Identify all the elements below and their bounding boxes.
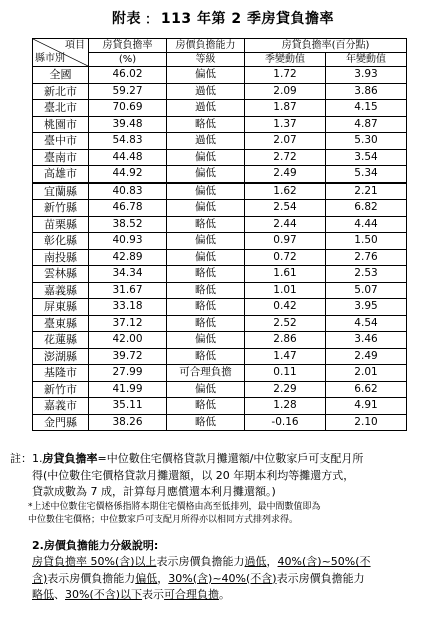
corner-item-label: 項目: [65, 40, 85, 51]
region-cell: 新竹縣: [33, 200, 89, 217]
region-cell: 臺中市: [33, 133, 89, 150]
yoy-cell: 6.82: [326, 200, 407, 217]
level-cell: 偏低: [167, 166, 245, 183]
qoq-cell: 1.87: [245, 100, 326, 117]
level-cell: 過低: [167, 83, 245, 100]
region-cell: 桃園市: [33, 116, 89, 133]
level-cell: 偏低: [167, 381, 245, 398]
header-ratio-unit: (%): [89, 53, 167, 67]
yoy-cell: 5.07: [326, 282, 407, 299]
yoy-cell: 2.53: [326, 266, 407, 283]
level-cell: 偏低: [167, 149, 245, 166]
table-row: [33, 282, 407, 299]
region-cell: 嘉義市: [33, 398, 89, 415]
qoq-cell: 1.01: [245, 282, 326, 299]
ratio-cell: 44.92: [89, 166, 167, 183]
qoq-cell: 1.72: [245, 67, 326, 84]
qoq-cell: 2.29: [245, 381, 326, 398]
header-qoq: 季變動值: [245, 53, 326, 67]
header-ability-sub: 等級: [167, 53, 245, 67]
ratio-cell: 54.83: [89, 133, 167, 150]
qoq-cell: 2.52: [245, 315, 326, 332]
header-yoy: 年變動值: [326, 53, 407, 67]
region-cell: 基隆市: [33, 365, 89, 382]
table-row: [33, 149, 407, 166]
level-cell: 偏低: [167, 67, 245, 84]
level-cell: 略低: [167, 216, 245, 233]
yoy-cell: 3.95: [326, 299, 407, 316]
qoq-cell: 0.97: [245, 233, 326, 250]
table-row: [33, 398, 407, 415]
region-cell: 花蓮縣: [33, 332, 89, 349]
note-1-line3: 貸款成數為 7 成，計算每月應償還本利月攤還額。): [32, 485, 276, 498]
table-row: [33, 233, 407, 250]
yoy-cell: 2.10: [326, 414, 407, 431]
region-cell: 新竹市: [33, 381, 89, 398]
table-row: [33, 183, 407, 200]
yoy-cell: 5.30: [326, 133, 407, 150]
ratio-cell: 34.34: [89, 266, 167, 283]
table-row: [33, 216, 407, 233]
ratio-cell: 35.11: [89, 398, 167, 415]
ratio-cell: 40.83: [89, 183, 167, 200]
ratio-cell: 37.12: [89, 315, 167, 332]
yoy-cell: 4.91: [326, 398, 407, 415]
region-cell: 苗栗縣: [33, 216, 89, 233]
qoq-cell: 2.86: [245, 332, 326, 349]
ratio-cell: 33.18: [89, 299, 167, 316]
qoq-cell: -0.16: [245, 414, 326, 431]
table-row: [33, 100, 407, 117]
ratio-cell: 39.72: [89, 348, 167, 365]
ratio-cell: 59.27: [89, 83, 167, 100]
qoq-cell: 0.72: [245, 249, 326, 266]
table-row: [33, 83, 407, 100]
note-2-line2: 含)表示房價負擔能力偏低，30%(含)~40%(不含)表示房價負擔能力: [32, 571, 365, 585]
yoy-cell: 3.93: [326, 67, 407, 84]
yoy-cell: 3.54: [326, 149, 407, 166]
page-title: 附表﹕ 113 年第 2 季房貸負擔率: [112, 11, 334, 27]
corner-header: [33, 39, 89, 67]
yoy-cell: 5.34: [326, 166, 407, 183]
yoy-cell: 2.21: [326, 183, 407, 200]
region-cell: 高雄市: [33, 166, 89, 183]
qoq-cell: 2.09: [245, 83, 326, 100]
ratio-cell: 44.48: [89, 149, 167, 166]
table-row: [33, 116, 407, 133]
level-cell: 略低: [167, 398, 245, 415]
region-cell: 南投縣: [33, 249, 89, 266]
header-ability: 房價負擔能力: [167, 39, 245, 53]
qoq-cell: 0.11: [245, 365, 326, 382]
region-cell: 彰化縣: [33, 233, 89, 250]
ratio-cell: 42.00: [89, 332, 167, 349]
table-row: [33, 381, 407, 398]
qoq-cell: 2.49: [245, 166, 326, 183]
table-row: [33, 315, 407, 332]
corner-region-label: 縣市別: [35, 53, 65, 64]
ratio-cell: 38.52: [89, 216, 167, 233]
region-cell: 臺東縣: [33, 315, 89, 332]
region-cell: 宜蘭縣: [33, 183, 89, 200]
level-cell: 偏低: [167, 183, 245, 200]
qoq-cell: 2.54: [245, 200, 326, 217]
qoq-cell: 1.28: [245, 398, 326, 415]
yoy-cell: 1.50: [326, 233, 407, 250]
table-row: [33, 414, 407, 431]
yoy-cell: 3.46: [326, 332, 407, 349]
table-row: [33, 166, 407, 183]
level-cell: 偏低: [167, 332, 245, 349]
table-row: [33, 299, 407, 316]
table-row: [33, 200, 407, 217]
level-cell: 略低: [167, 266, 245, 283]
yoy-cell: 4.15: [326, 100, 407, 117]
qoq-cell: 1.62: [245, 183, 326, 200]
region-cell: 澎湖縣: [33, 348, 89, 365]
region-cell: 雲林縣: [33, 266, 89, 283]
level-cell: 略低: [167, 414, 245, 431]
level-cell: 過低: [167, 133, 245, 150]
table-row: [33, 266, 407, 283]
region-cell: 金門縣: [33, 414, 89, 431]
note-1-line2: 得(中位數住宅價格貸款月攤還額，以 20 年期本利均等攤還方式，: [32, 468, 355, 482]
level-cell: 略低: [167, 116, 245, 133]
note-1-footnote-1: *上述中位數住宅價格係指將本期住宅價格由高至低排列，最中間數值即為: [28, 501, 321, 512]
header-ratio: 房貸負擔率: [89, 39, 167, 53]
region-cell: 新北市: [33, 83, 89, 100]
yoy-cell: 4.44: [326, 216, 407, 233]
table-row: [33, 348, 407, 365]
table-row: [33, 133, 407, 150]
yoy-cell: 3.86: [326, 83, 407, 100]
ratio-cell: 46.78: [89, 200, 167, 217]
yoy-cell: 2.01: [326, 365, 407, 382]
ratio-cell: 38.26: [89, 414, 167, 431]
housing-loan-burden-table: [32, 38, 407, 431]
level-cell: 略低: [167, 282, 245, 299]
note-2-title: 2.房價負擔能力分級說明:: [32, 538, 159, 552]
ratio-cell: 41.99: [89, 381, 167, 398]
ratio-cell: 31.67: [89, 282, 167, 299]
level-cell: 略低: [167, 315, 245, 332]
region-cell: 臺北市: [33, 100, 89, 117]
note-1-footnote-2: 中位數住宅價格；中位數家戶可支配月所得亦以相同方式排列求得。: [28, 515, 299, 525]
yoy-cell: 4.54: [326, 315, 407, 332]
qoq-cell: 2.72: [245, 149, 326, 166]
qoq-cell: 2.07: [245, 133, 326, 150]
ratio-cell: 39.48: [89, 116, 167, 133]
ratio-cell: 46.02: [89, 67, 167, 84]
level-cell: 過低: [167, 100, 245, 117]
level-cell: 偏低: [167, 233, 245, 250]
yoy-cell: 2.76: [326, 249, 407, 266]
note-1: 註：1.房貸負擔率=中位數住宅價格貸款月攤還額/中位數家戶可支配月所: [10, 452, 364, 465]
ratio-cell: 27.99: [89, 365, 167, 382]
yoy-cell: 4.87: [326, 116, 407, 133]
ratio-cell: 70.69: [89, 100, 167, 117]
ratio-cell: 40.93: [89, 233, 167, 250]
level-cell: 略低: [167, 299, 245, 316]
note-2-line3: 略低、30%(不含)以下表示可合理負擔。: [32, 588, 231, 601]
qoq-cell: 1.61: [245, 266, 326, 283]
region-cell: 屏東縣: [33, 299, 89, 316]
ratio-cell: 42.89: [89, 249, 167, 266]
header-change: 房貸負擔率(百分點): [245, 39, 407, 53]
qoq-cell: 0.42: [245, 299, 326, 316]
table-row: [33, 67, 407, 84]
notes: [10, 451, 440, 604]
region-cell: 全國: [33, 67, 89, 84]
region-cell: 臺南市: [33, 149, 89, 166]
qoq-cell: 1.47: [245, 348, 326, 365]
level-cell: 可合理負擔: [167, 365, 245, 382]
table-row: [33, 365, 407, 382]
qoq-cell: 2.44: [245, 216, 326, 233]
level-cell: 偏低: [167, 249, 245, 266]
table-row: [33, 332, 407, 349]
qoq-cell: 1.37: [245, 116, 326, 133]
region-cell: 嘉義縣: [33, 282, 89, 299]
yoy-cell: 2.49: [326, 348, 407, 365]
yoy-cell: 6.62: [326, 381, 407, 398]
level-cell: 偏低: [167, 200, 245, 217]
level-cell: 略低: [167, 348, 245, 365]
note-2-line1: 房貸負擔率 50%(含)以上表示房價負擔能力過低，40%(含)~50%(不: [32, 555, 371, 568]
table-row: [33, 249, 407, 266]
